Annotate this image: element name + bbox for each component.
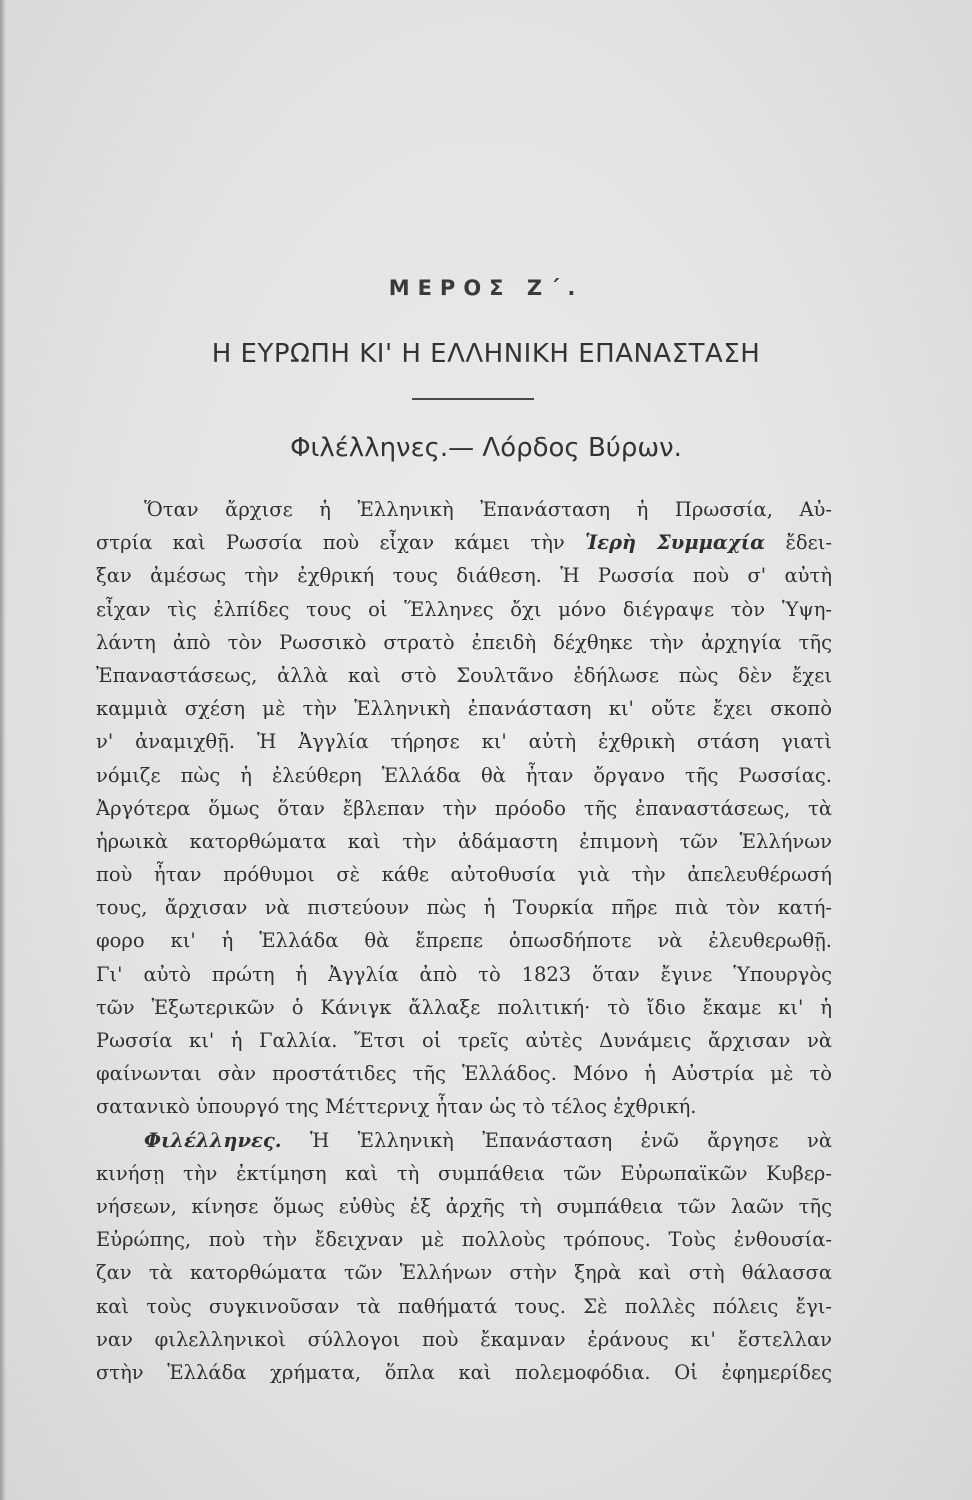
text-line: καμμιὰ σχέση μὲ τὴν Ἑλληνικὴ ἐπανάσταση κι' οὔτε ἔχει σκοπὸ bbox=[96, 697, 832, 721]
title-divider bbox=[412, 398, 534, 400]
text-line: Ρωσσία κι' ἡ Γαλλία. Ἔτσι οἱ τρεῖς αὐτὲς Δυνάμεις ἄρχισαν νὰ bbox=[96, 1029, 832, 1052]
text-line: κινήσῃ τὴν ἐκτίμηση καὶ τὴ συμπάθεια τῶν Εὐρωπαϊκῶν Κυβερ- bbox=[96, 1161, 832, 1185]
body-text bbox=[96, 493, 832, 1389]
text-line: καὶ τοὺς συγκινοῦσαν τὰ παθήματά τους. Σὲ πολλὲς πόλεις ἔγι- bbox=[96, 1294, 832, 1318]
text-line: ζαν τὰ κατορθώματα τῶν Ἑλλήνων στὴν ξηρὰ καὶ στὴ θάλασσα bbox=[96, 1261, 832, 1285]
text-line: τους, ἄρχισαν νὰ πιστεύουν πὼς ἡ Τουρκία πῆρε πιὰ τὸν κατή- bbox=[96, 896, 832, 920]
text-line: φορο κι' ἡ Ἑλλάδα θὰ ἔπρεπε ὁπωσδήποτε νὰ ἐλευθερωθῇ. bbox=[96, 929, 832, 953]
text-line: ξαν ἀμέσως τὴν ἐχθρική τους διάθεση. Ἡ Ρωσσία ποὺ σ' αὐτὴ bbox=[96, 564, 832, 588]
text-line: ποὺ ἦταν πρόθυμοι σὲ κάθε αὐτοθυσία γιὰ τὴν ἀπελευθέρωσή bbox=[96, 863, 832, 887]
text-line: στρία καὶ Ρωσσία ποὺ εἶχαν κάμει τὴν Ἱερὴ Συμμαχία ἔδει- bbox=[96, 531, 832, 555]
text-line: νήσεων, κίνησε ὅμως εὐθὺς ἐξ ἀρχῆς τὴ συμπάθεια τῶν λαῶν τῆς bbox=[96, 1194, 832, 1218]
text-line: Ἀργότερα ὅμως ὅταν ἔβλεπαν τὴν πρόοδο τῆς ἐπαναστάσεως, τὰ bbox=[96, 796, 832, 820]
text-line: Ἐπαναστάσεως, ἀλλὰ καὶ στὸ Σουλτᾶνο ἐδήλωσε πὼς δὲν ἔχει bbox=[96, 663, 832, 687]
emphasized-term: Ἱερὴ Συμμαχία bbox=[585, 531, 766, 555]
text-line: Εὐρώπης, ποὺ τὴν ἔδειχναν μὲ πολλοὺς τρόπους. Τοὺς ἐνθουσία- bbox=[96, 1228, 832, 1252]
part-heading: ΜΕΡΟΣ Ζ΄. bbox=[388, 276, 584, 300]
text-line: εἶχαν τὶς ἐλπίδες τους οἱ Ἕλληνες ὄχι μόνο διέγραψε τὸν Ὑψη- bbox=[96, 597, 832, 621]
text-line: στὴν Ἑλλάδα χρήματα, ὅπλα καὶ πολεμοφόδια. Οἱ ἐφημερίδες bbox=[96, 1360, 832, 1384]
chapter-title: Η ΕΥΡΩΠΗ ΚΙ' Η ΕΛΛΗΝΙΚΗ ΕΠΑΝΑΣΤΑΣΗ bbox=[211, 339, 761, 369]
text-line: Ὅταν ἄρχισε ἡ Ἑλληνικὴ Ἐπανάσταση ἡ Πρωσσία, Αὐ- bbox=[144, 498, 832, 521]
paragraph-lead: Φιλέλληνες. bbox=[144, 1128, 282, 1152]
text-line: ν' ἀναμιχθῇ. Ἡ Ἀγγλία τήρησε κι' αὐτὴ ἐχθρικὴ στάση γιατὶ bbox=[96, 730, 832, 754]
text-line: νόμιζε πὼς ἡ ἐλεύθερη Ἑλλάδα θὰ ἦταν ὄργανο τῆς Ρωσσίας. bbox=[96, 763, 832, 787]
text-line: τῶν Ἐξωτερικῶν ὁ Κάνιγκ ἄλλαξε πολιτική· τὸ ἴδιο ἔκαμε κι' ἡ bbox=[96, 995, 832, 1019]
text-line: φαίνωνται σὰν προστάτιδες τῆς Ἑλλάδος. Μόνο ἡ Αὐστρία μὲ τὸ bbox=[96, 1062, 832, 1086]
page-edge-shadow bbox=[0, 0, 6, 1500]
text-line: ἡρωικὰ κατορθώματα καὶ τὴν ἀδάμαστη ἐπιμονὴ τῶν Ἑλλήνων bbox=[96, 829, 832, 853]
text-line: Γι' αὐτὸ πρώτη ἡ Ἀγγλία ἀπὸ τὸ 1823 ὅταν ἔγινε Ὑπουργὸς bbox=[96, 962, 832, 986]
text-line: σατανικὸ ὑπουργό της Μέττερνιχ ἦταν ὡς τὸ τέλος ἐχθρική. bbox=[96, 1095, 697, 1119]
section-heading: Φιλέλληνες.— Λόρδος Βύρων. bbox=[290, 433, 682, 463]
text-line: ναν φιλελληνικοὶ σύλλογοι ποὺ ἔκαμναν ἐράνους κι' ἔστελλαν bbox=[96, 1327, 832, 1351]
text-line: λάντη ἀπὸ τὸν Ρωσσικὸ στρατὸ ἐπειδὴ δέχθηκε τὴν ἀρχηγία τῆς bbox=[96, 630, 832, 654]
text-line: Φιλέλληνες. Ἡ Ἑλληνικὴ Ἐπανάσταση ἐνῶ ἄργησε νὰ bbox=[144, 1128, 832, 1152]
